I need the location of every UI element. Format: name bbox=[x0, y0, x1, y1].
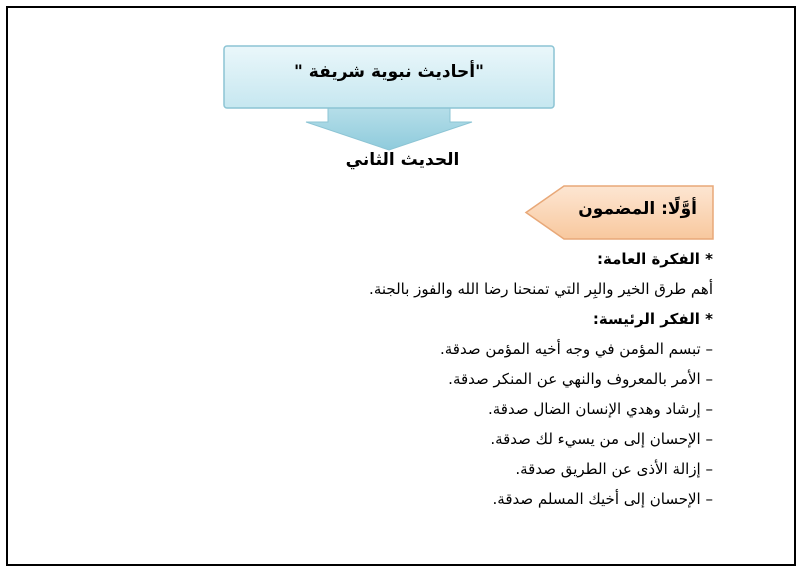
content-body bbox=[213, 244, 713, 514]
hadith-subtitle: الحديث الثاني bbox=[345, 150, 460, 170]
main-idea-item: – الأمر بالمعروف والنهي عن المنكر صدقة. bbox=[448, 370, 713, 388]
main-idea-item: – الإحسان إلى من يسيء لك صدقة. bbox=[490, 430, 713, 448]
general-idea-text: أهم طرق الخير والبِر التي تمنحنا رضا الله والفوز بالجنة. bbox=[369, 280, 713, 298]
section-label: أوَّلًا: المضمون bbox=[578, 199, 697, 219]
title-callout bbox=[222, 44, 556, 154]
callout-arrow-shape bbox=[222, 44, 556, 154]
main-ideas-heading: * الفكر الرئيسة: bbox=[592, 310, 713, 328]
main-idea-item: – تبسم المؤمن في وجه أخيه المؤمن صدقة. bbox=[440, 340, 713, 358]
general-idea-heading: * الفكرة العامة: bbox=[596, 250, 713, 268]
main-idea-item: – إرشاد وهدي الإنسان الضال صدقة. bbox=[487, 400, 713, 418]
main-idea-item: – إزالة الأذى عن الطريق صدقة. bbox=[515, 460, 713, 478]
callout-title: "أحاديث نبوية شريفة " bbox=[294, 62, 484, 82]
section-label-shape bbox=[524, 184, 715, 241]
main-idea-item: – الإحسان إلى أخيك المسلم صدقة. bbox=[492, 490, 713, 508]
